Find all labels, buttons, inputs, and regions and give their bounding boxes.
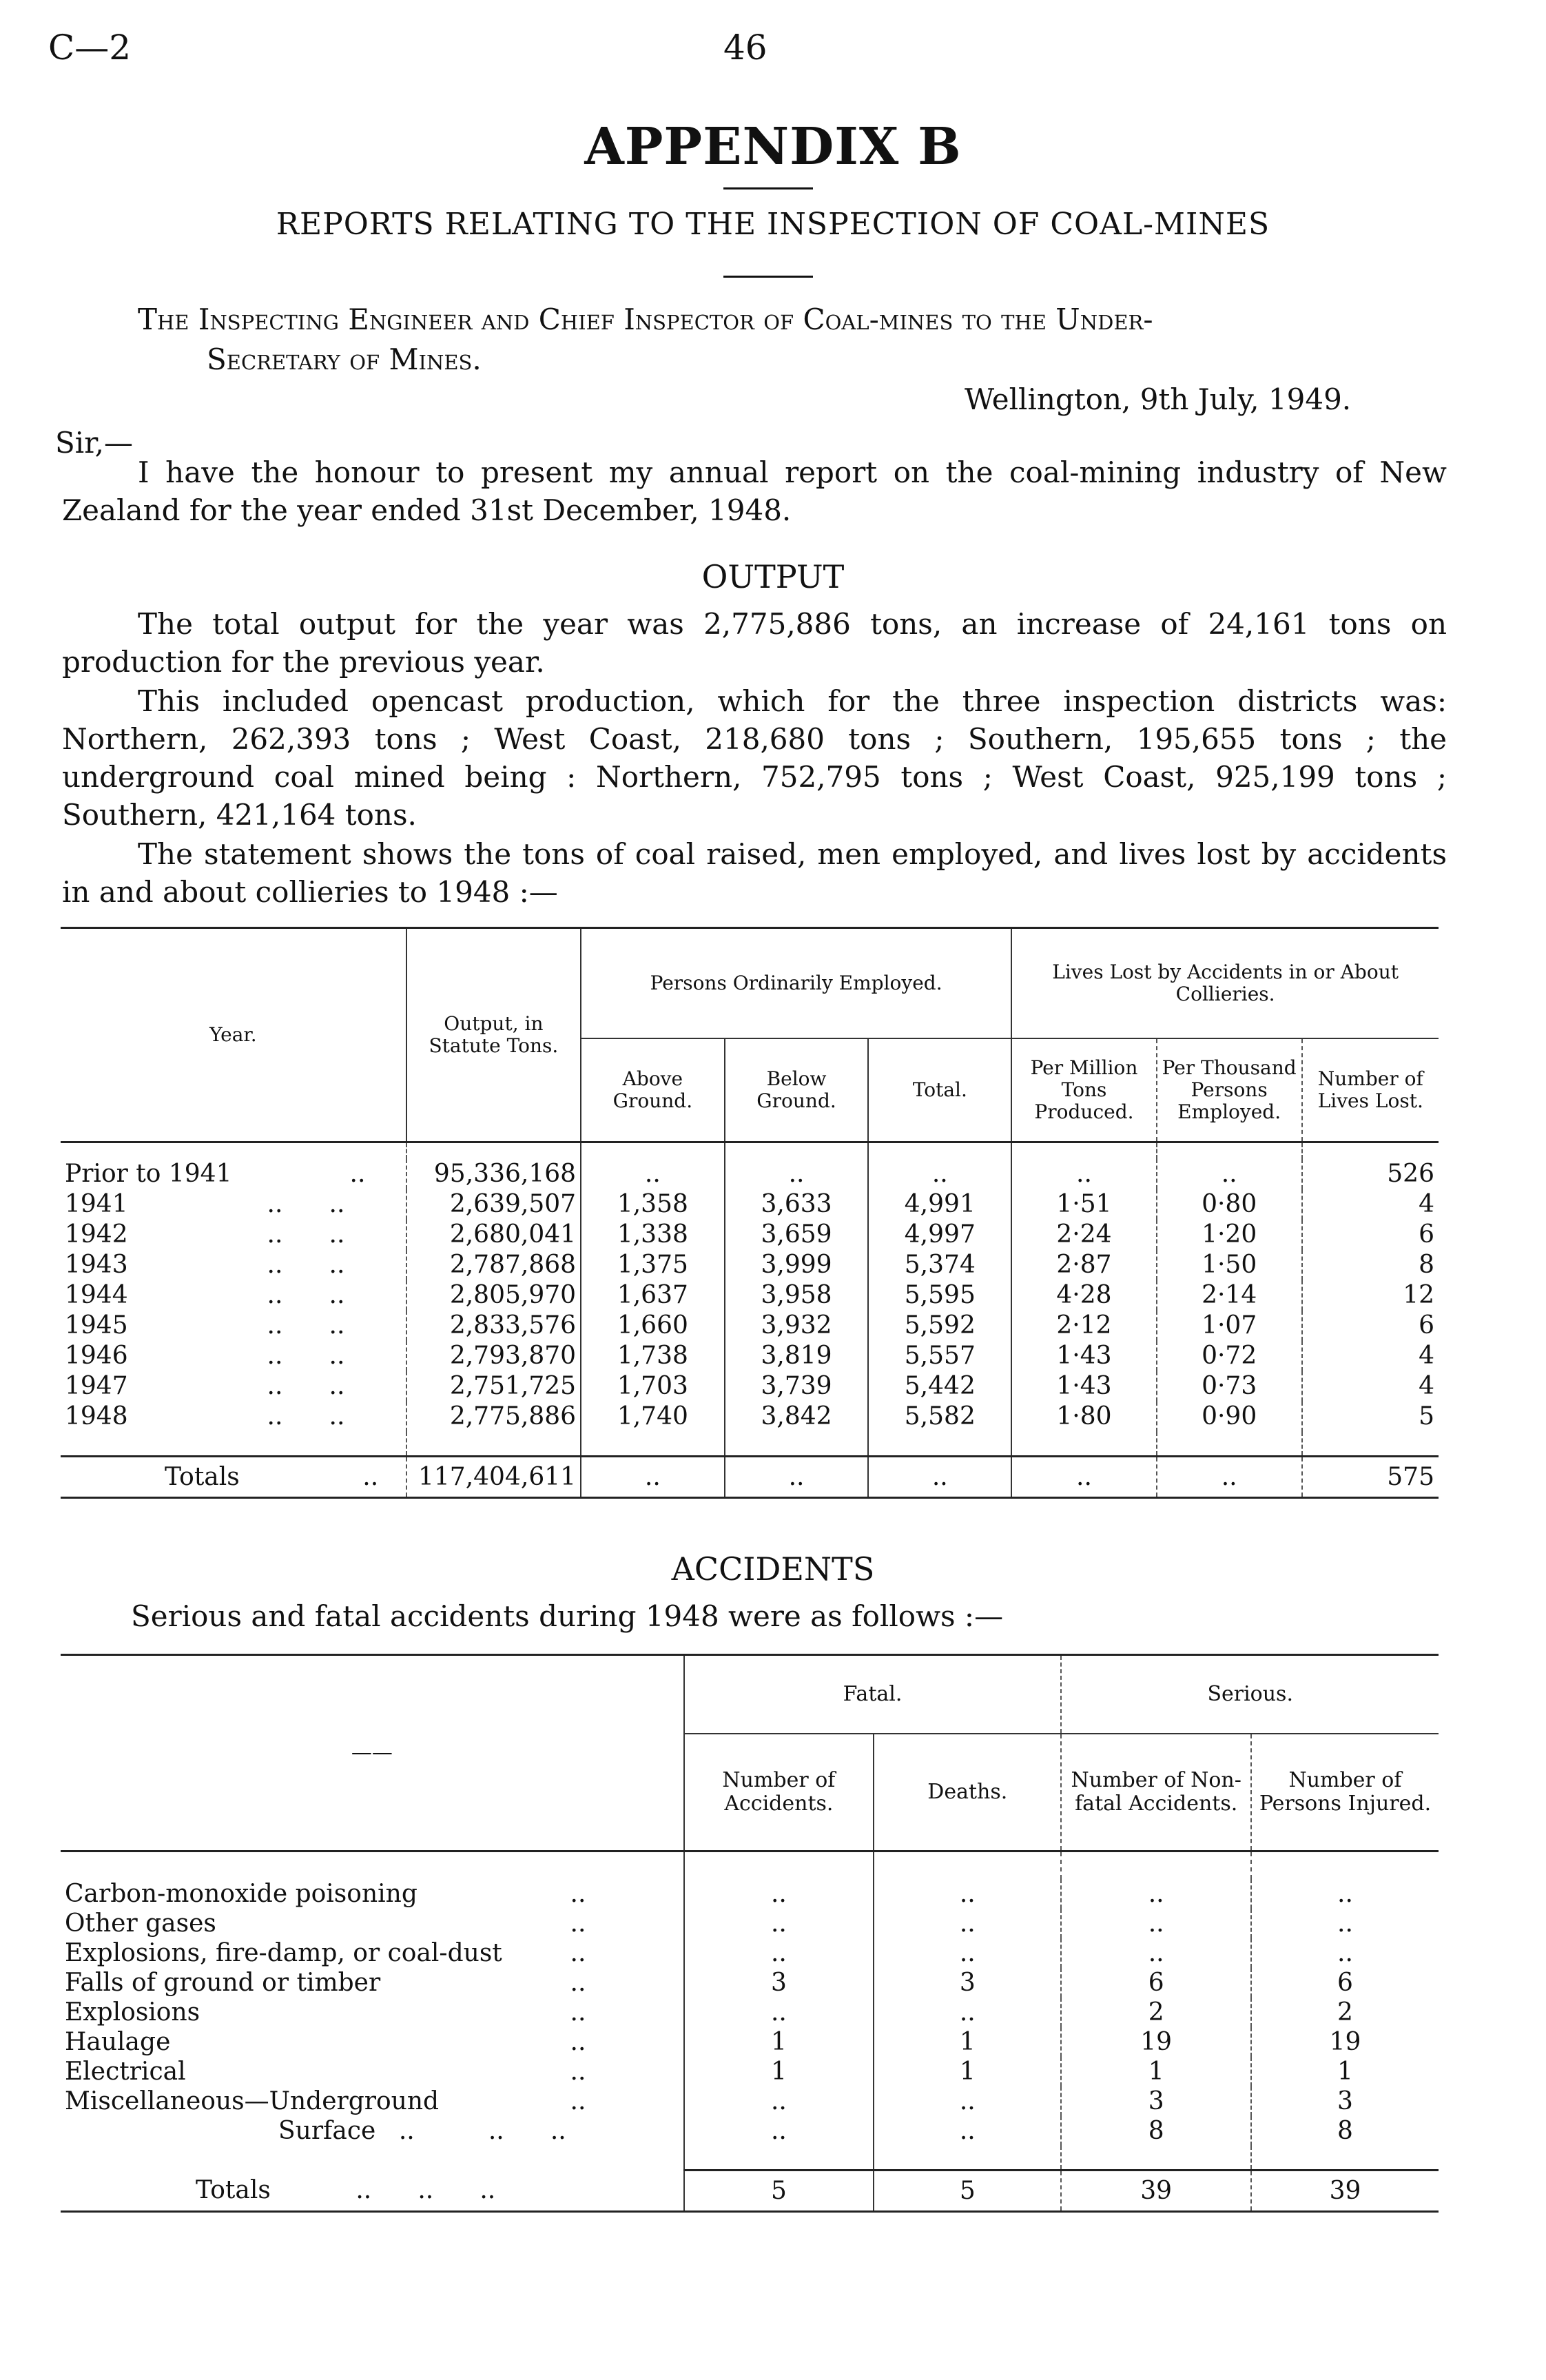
persons-injured: .. [1251,1879,1439,1909]
per-thousand-persons: 0·80 [1157,1189,1302,1220]
leader-dots: .. [570,1968,586,1997]
cause-cell [61,2086,684,2116]
leader-dots: .. [267,1371,283,1400]
nonfatal-accidents: .. [1061,1909,1251,1938]
cause-label: Haulage [65,2027,171,2056]
col-number-lost: Number of Lives Lost. [1302,1038,1439,1142]
above-ground: 1,740 [581,1402,725,1432]
leader-dots: .. [267,1311,283,1340]
leader-dots: .. [329,1220,345,1249]
persons-injured: 6 [1251,1968,1439,1998]
output-table-body [61,1142,1439,1457]
totals-output: 117,404,611 [406,1457,581,1498]
deaths: .. [874,1909,1061,1938]
output-tons: 2,751,725 [406,1371,581,1402]
year-cell [61,1371,406,1402]
leader-dots: .. [329,1402,345,1430]
per-million-tons: 2·24 [1011,1220,1156,1250]
total-employed: 5,442 [868,1371,1011,1402]
above-ground: 1,660 [581,1311,725,1341]
output-paragraph-1 [62,605,1447,681]
leader-dots: .. [570,1879,586,1908]
folio-reference: C—2 [48,28,132,68]
per-thousand-persons: 1·50 [1157,1250,1302,1280]
fatal-accidents: .. [684,2086,874,2116]
per-thousand-persons: 1·20 [1157,1220,1302,1250]
cause-cell [61,1879,684,1909]
per-thousand-persons: 0·72 [1157,1341,1302,1371]
output-table-row [61,1371,1439,1402]
nonfatal-accidents: 3 [1061,2086,1251,2116]
per-million-tons: .. [1011,1159,1156,1189]
below-ground: 3,958 [725,1280,869,1311]
fatal-accidents: .. [684,1909,874,1938]
dateline: Wellington, 9th July, 1949. [965,382,1352,416]
per-thousand-persons: .. [1157,1159,1302,1189]
col-per-million: Per Million Tons Produced. [1011,1038,1156,1142]
below-ground: 3,633 [725,1189,869,1220]
total-employed: 5,582 [868,1402,1011,1432]
output-tons: 2,680,041 [406,1220,581,1250]
per-thousand-persons: 2·14 [1157,1280,1302,1311]
accidents-totals-label: Totals [196,2176,271,2205]
lives-lost: 5 [1302,1402,1439,1432]
accidents-totals-fatal: 5 [684,2171,874,2212]
accidents-table-row [61,1968,1439,1998]
leader-dots: .. [570,1909,586,1938]
leader-dots: .. [570,2057,586,2086]
leader-dots: .. [267,1402,283,1430]
year-label: 1946 [65,1341,128,1370]
cause-cell [61,1938,684,1968]
deaths: .. [874,1998,1061,2027]
cause-label: Explosions, fire-damp, or coal-dust [65,1938,502,1967]
accidents-table [61,1654,1439,2213]
output-tons: 2,775,886 [406,1402,581,1432]
above-ground: 1,338 [581,1220,725,1250]
accidents-table-row [61,2116,1439,2146]
year-label: 1943 [65,1250,128,1279]
leader-dots: .. [329,1371,345,1400]
title-divider [723,187,813,189]
output-table-totals [61,1457,1439,1498]
per-million-tons: 2·87 [1011,1250,1156,1280]
year-label: 1945 [65,1311,128,1340]
cause-cell [61,1998,684,2027]
address-line-1: The Inspecting Engineer and Chief Inspector of Coal-mines to the Under- [138,302,1153,336]
output-paragraph-3 [62,835,1447,911]
lives-lost: 12 [1302,1280,1439,1311]
fatal-accidents: 1 [684,2027,874,2057]
leader-dots: .. [570,1998,586,2027]
accidents-intro [62,1597,1447,1635]
output-table-row [61,1402,1439,1432]
per-thousand-persons: 0·90 [1157,1402,1302,1432]
intro-paragraph [62,453,1447,529]
totals-per-thousand: .. [1157,1457,1302,1498]
output-tons: 2,793,870 [406,1341,581,1371]
cause-label: Falls of ground or timber [65,1968,381,1997]
totals-row [61,1457,1439,1498]
lives-lost: 6 [1302,1311,1439,1341]
deaths: .. [874,2116,1061,2146]
totals-above: .. [581,1457,725,1498]
leader-dots: .. [349,1159,366,1188]
address-line-2: Secretary of Mines. [207,342,482,376]
totals-per-million: .. [1011,1457,1156,1498]
cause-cell [61,2027,684,2057]
col-fatal-accidents: Number of Accidents. [684,1734,874,1851]
accidents-table-totals [61,2146,1439,2212]
accidents-table-body [61,1851,1439,2146]
fatal-accidents: 3 [684,1968,874,1998]
col-group-fatal: Fatal. [684,1655,1062,1734]
accidents-totals-row [61,2171,1439,2212]
year-label: 1947 [65,1371,128,1400]
output-text-1: The total output for the year was 2,775,886 tons, an increase of 24,161 tons on production for the previous year. [62,607,1447,679]
leader-dots: .. [267,1341,283,1370]
page-number: 46 [723,28,767,68]
total-employed: 5,595 [868,1280,1011,1311]
output-table-row [61,1341,1439,1371]
accidents-totals-nonfatal: 39 [1061,2171,1251,2212]
cause-cell: Surface .. .. .. [61,2116,684,2146]
persons-injured: 1 [1251,2057,1439,2086]
nonfatal-accidents: 1 [1061,2057,1251,2086]
lives-lost: 4 [1302,1371,1439,1402]
leader-dots: .. [570,2086,586,2115]
accidents-table-row [61,1879,1439,1909]
leader-dots: .. [267,1250,283,1279]
above-ground: 1,358 [581,1189,725,1220]
col-group-persons: Persons Ordinarily Employed. [581,928,1011,1039]
lives-lost: 4 [1302,1341,1439,1371]
fatal-accidents: .. [684,1879,874,1909]
persons-injured: 19 [1251,2027,1439,2057]
year-label: 1944 [65,1280,128,1309]
leader-dots: .. [267,1280,283,1309]
leader-dots: .. [329,1189,345,1218]
total-employed: 5,592 [868,1311,1011,1341]
cause-cell [61,2057,684,2086]
cause-label: Electrical [65,2057,186,2086]
nonfatal-accidents: 19 [1061,2027,1251,2057]
leader-dots: .. [570,2027,586,2056]
salutation: Sir,— [55,426,134,460]
total-employed: 4,997 [868,1220,1011,1250]
persons-injured: 3 [1251,2086,1439,2116]
output-tons: 2,787,868 [406,1250,581,1280]
accidents-table-row [61,1998,1439,2027]
deaths: 1 [874,2057,1061,2086]
year-cell [61,1250,406,1280]
lives-lost: 6 [1302,1220,1439,1250]
year-cell [61,1341,406,1371]
deaths: .. [874,2086,1061,2116]
total-employed: 4,991 [868,1189,1011,1220]
output-table-row [61,1311,1439,1341]
year-label: Prior to 1941 [65,1159,232,1188]
fatal-accidents: 1 [684,2057,874,2086]
deaths: .. [874,1938,1061,1968]
output-text-3: The statement shows the tons of coal raised, men employed, and lives lost by accidents in and about collieries to 1948 :— [62,837,1447,909]
persons-injured: 8 [1251,2116,1439,2146]
col-output: Output, in Statute Tons. [406,928,581,1142]
col-per-thousand: Per Thousand Persons Employed. [1157,1038,1302,1142]
year-cell [61,1311,406,1341]
output-tons: 2,805,970 [406,1280,581,1311]
leader-dots: .. [329,1311,345,1340]
fatal-accidents: .. [684,1938,874,1968]
per-million-tons: 1·43 [1011,1371,1156,1402]
cause-label: Other gases [65,1909,216,1938]
nonfatal-accidents: .. [1061,1938,1251,1968]
year-cell [61,1280,406,1311]
appendix-title: APPENDIX B [584,117,962,176]
above-ground: 1,637 [581,1280,725,1311]
fatal-accidents: .. [684,2116,874,2146]
leader-dots: .. [329,1341,345,1370]
col-total: Total. [868,1038,1011,1142]
below-ground: .. [725,1159,869,1189]
leader-dots: .. [267,1220,283,1249]
deaths: .. [874,1879,1061,1909]
per-million-tons: 2·12 [1011,1311,1156,1341]
output-table-row [61,1220,1439,1250]
cause-cell [61,1909,684,1938]
total-employed: 5,557 [868,1341,1011,1371]
per-million-tons: 1·43 [1011,1341,1156,1371]
below-ground: 3,999 [725,1250,869,1280]
per-million-tons: 4·28 [1011,1280,1156,1311]
year-label: 1948 [65,1402,128,1430]
below-ground: 3,739 [725,1371,869,1402]
nonfatal-accidents: 2 [1061,1998,1251,2027]
per-million-tons: 1·80 [1011,1402,1156,1432]
persons-injured: .. [1251,1938,1439,1968]
leader-dots: .. [570,1938,586,1967]
per-thousand-persons: 0·73 [1157,1371,1302,1402]
output-heading: OUTPUT [701,558,845,595]
leader-dots: .. [329,1250,345,1279]
col-cause: —— [351,1741,393,1765]
output-tons: 2,639,507 [406,1189,581,1220]
year-label: 1942 [65,1220,128,1249]
nonfatal-accidents: .. [1061,1879,1251,1909]
output-tons: 95,336,168 [406,1159,581,1189]
col-nonfatal-accidents: Number of Non-fatal Accidents. [1061,1734,1251,1851]
lives-lost: 8 [1302,1250,1439,1280]
col-year: Year. [209,1023,257,1046]
year-cell [61,1159,406,1189]
lives-lost: 526 [1302,1159,1439,1189]
accidents-table-row [61,1909,1439,1938]
accidents-table-row [61,2057,1439,2086]
accidents-totals-label-cell: Totals .. .. .. [61,2171,684,2212]
output-table-row [61,1159,1439,1189]
below-ground: 3,659 [725,1220,869,1250]
accidents-totals-injured: 39 [1251,2171,1439,2212]
output-tons: 2,833,576 [406,1311,581,1341]
lives-lost: 4 [1302,1189,1439,1220]
totals-total: .. [868,1457,1011,1498]
report-subtitle: REPORTS RELATING TO THE INSPECTION OF COAL-MINES [276,207,1270,242]
nonfatal-accidents: 8 [1061,2116,1251,2146]
output-table-row [61,1280,1439,1311]
output-paragraph-2 [62,682,1447,834]
accidents-table-row [61,2086,1439,2116]
persons-injured: .. [1251,1909,1439,1938]
cause-label: Surface [278,2116,376,2145]
deaths: 1 [874,2027,1061,2057]
year-label: 1941 [65,1189,128,1218]
year-cell [61,1189,406,1220]
accidents-totals-deaths: 5 [874,2171,1061,2212]
col-deaths: Deaths. [874,1734,1061,1851]
accidents-heading: ACCIDENTS [671,1550,875,1588]
above-ground: 1,375 [581,1250,725,1280]
cause-label: Explosions [65,1998,200,2027]
per-million-tons: 1·51 [1011,1189,1156,1220]
totals-below: .. [725,1457,869,1498]
letter-address [138,300,1447,380]
totals-label: Totals [164,1462,240,1491]
per-thousand-persons: 1·07 [1157,1311,1302,1341]
persons-injured: 2 [1251,1998,1439,2027]
leader-dots: .. [550,2116,566,2145]
cause-label: Miscellaneous—Underground [65,2086,440,2115]
below-ground: 3,842 [725,1402,869,1432]
accidents-table-row [61,2027,1439,2057]
total-employed: .. [868,1159,1011,1189]
col-group-lives: Lives Lost by Accidents in or About Collieries. [1011,928,1439,1039]
cause-cell [61,1968,684,1998]
deaths: 3 [874,1968,1061,1998]
cause-label: Carbon-monoxide poisoning [65,1879,418,1908]
leader-dots: .. [267,1189,283,1218]
accidents-intro-text: Serious and fatal accidents during 1948 were as follows :— [131,1599,1004,1633]
totals-label-cell: Totals .. [164,1462,379,1491]
year-cell [61,1402,406,1432]
fatal-accidents: .. [684,1998,874,2027]
output-table [61,927,1439,1499]
total-employed: 5,374 [868,1250,1011,1280]
subtitle-divider [723,276,813,278]
totals-lost: 575 [1302,1457,1439,1498]
above-ground: 1,738 [581,1341,725,1371]
year-cell [61,1220,406,1250]
output-table-row [61,1250,1439,1280]
output-table-row [61,1189,1439,1220]
below-ground: 3,819 [725,1341,869,1371]
intro-text: I have the honour to present my annual report on the coal-mining industry of New Zealand for the year ended 31st December, 1948. [62,455,1447,527]
col-below-ground: Below Ground. [725,1038,869,1142]
col-group-serious: Serious. [1061,1655,1439,1734]
leader-dots: .. [329,1280,345,1309]
col-above-ground: Above Ground. [581,1038,725,1142]
nonfatal-accidents: 6 [1061,1968,1251,1998]
above-ground: 1,703 [581,1371,725,1402]
col-persons-injured: Number of Persons Injured. [1251,1734,1439,1851]
below-ground: 3,932 [725,1311,869,1341]
above-ground: .. [581,1159,725,1189]
output-text-2: This included opencast production, which for the three inspection districts was: Northern, 262,393 tons ; West Coast, 218,680 tons ; Southern, 195,655 tons ; the underground coal mined being : Northern, 752,795 tons ; West Coast, 925,199 tons ; Southern, 421,164 tons. [62,684,1447,832]
accidents-table-row [61,1938,1439,1968]
